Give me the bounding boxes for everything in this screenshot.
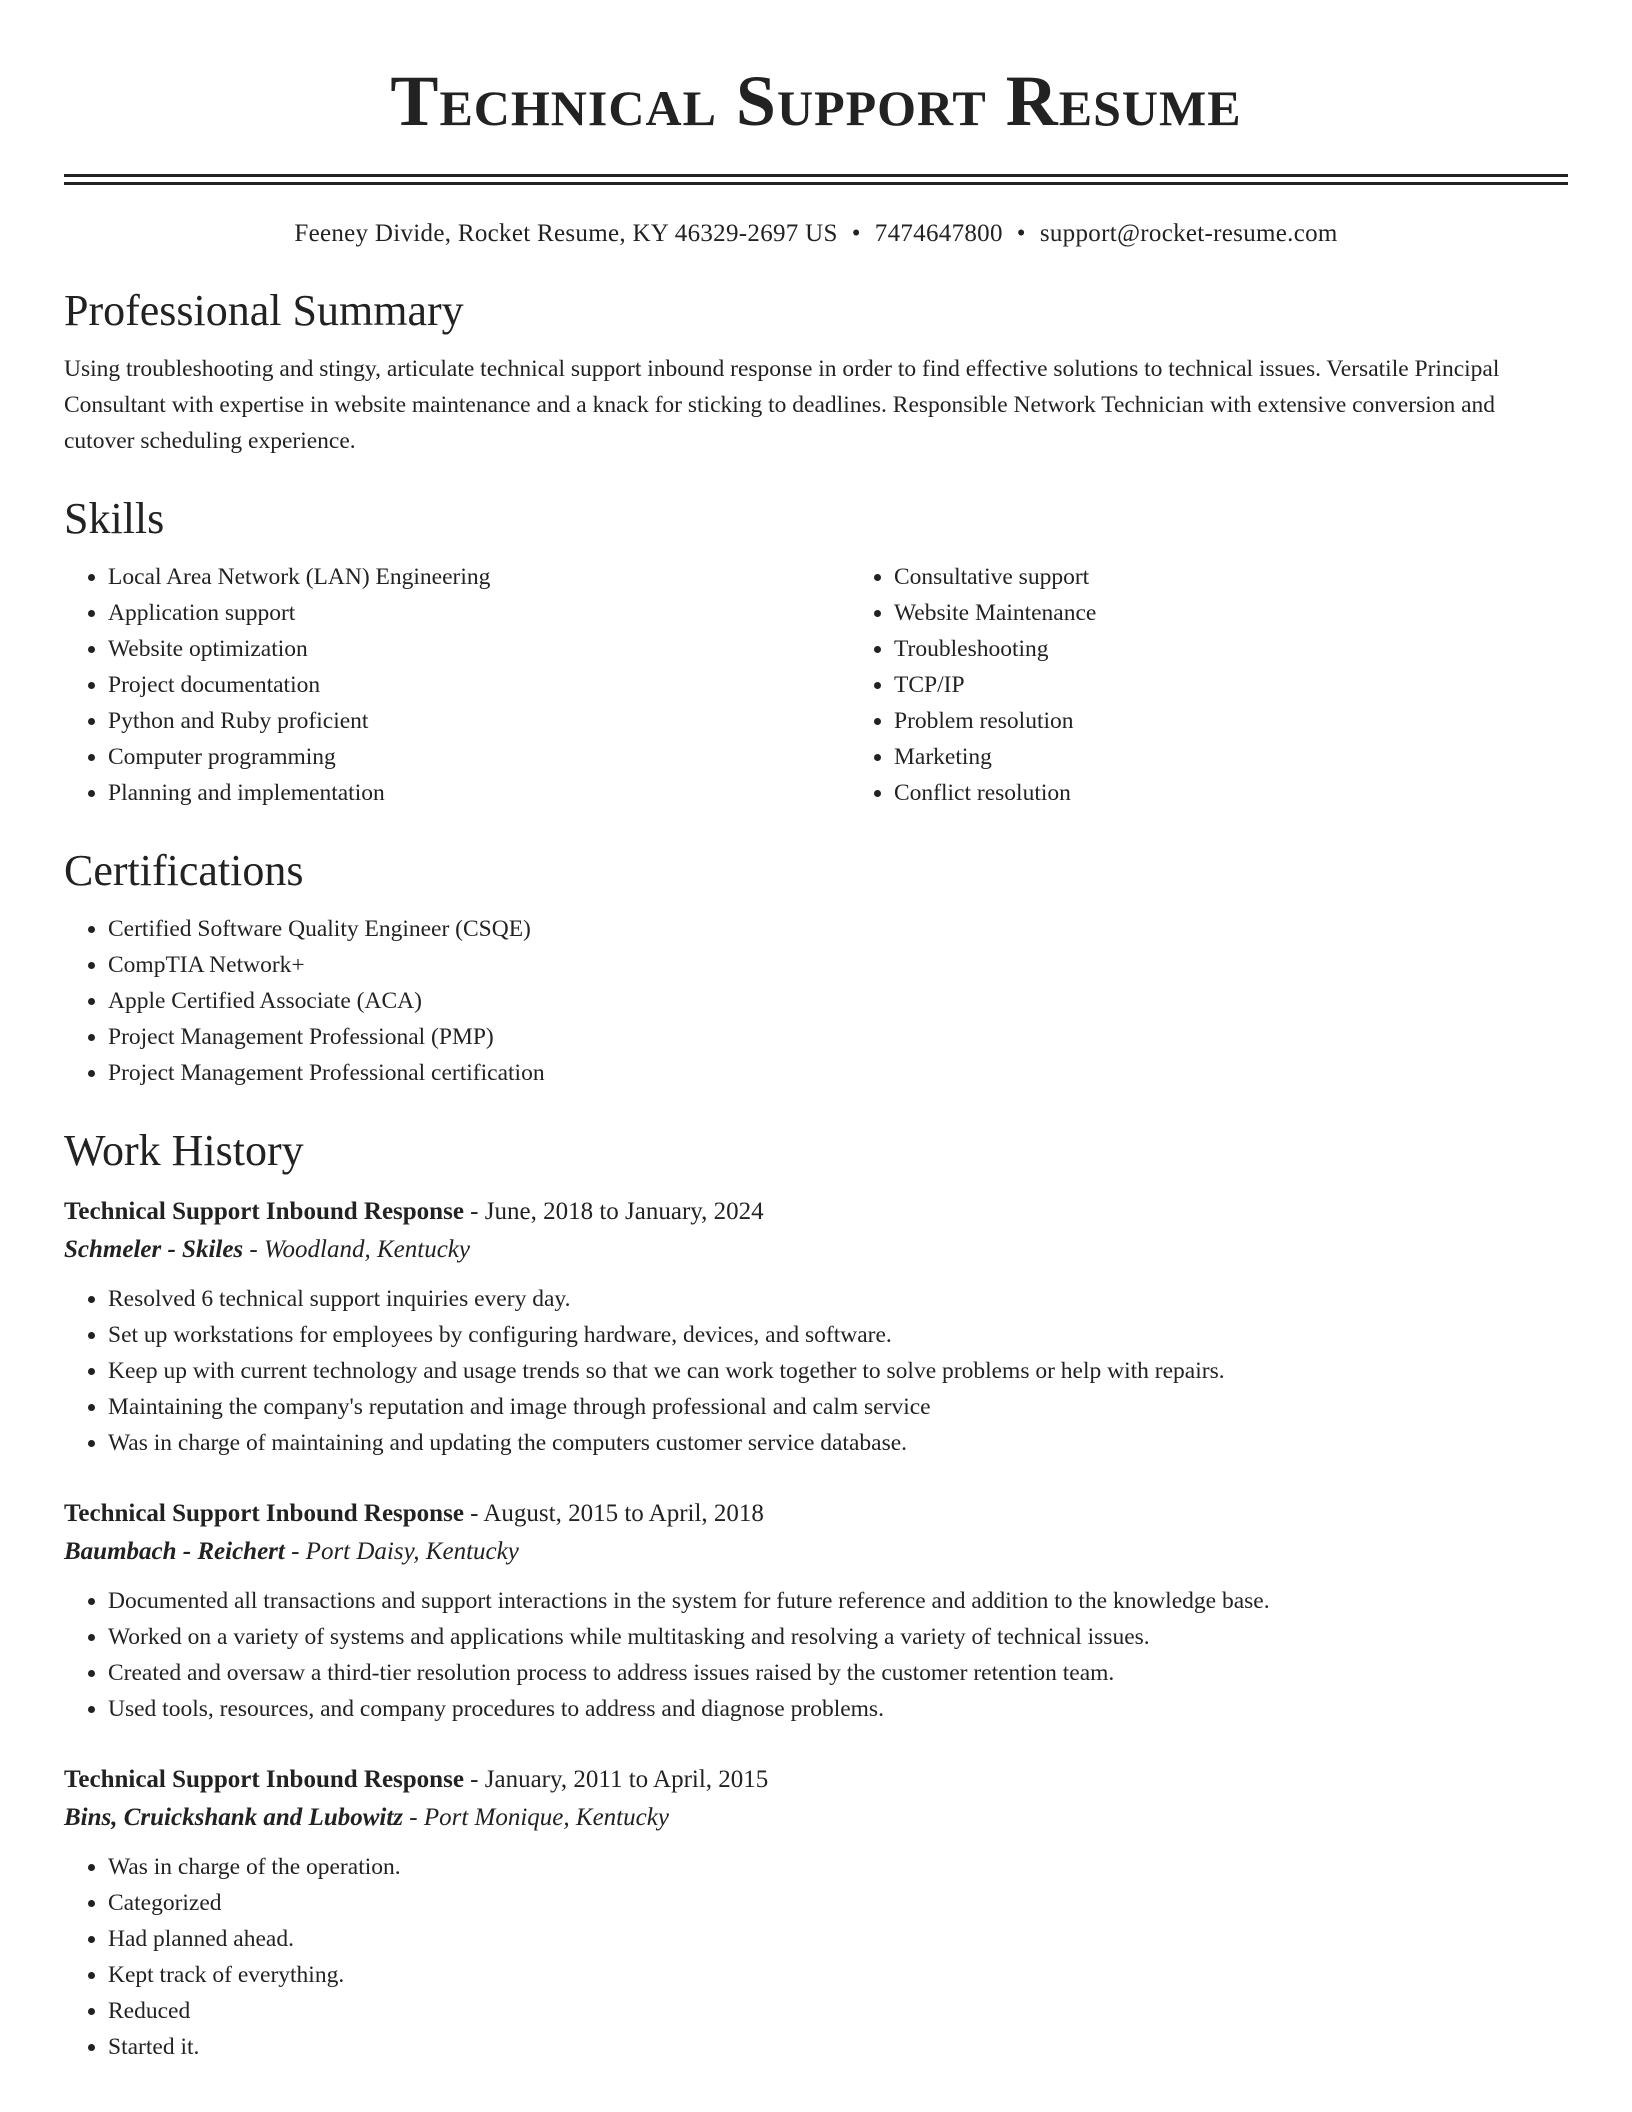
list-item: • Keep up with current technology and usage trends so that we can work together to solve problems or help with repairs.: [108, 1353, 1568, 1389]
list-item: • Project Management Professional certification: [108, 1055, 1568, 1091]
job-bullets: [64, 1281, 1568, 1461]
employer-location: - Woodland, Kentucky: [243, 1236, 470, 1263]
list-item: • TCP/IP: [894, 667, 1632, 703]
skills-list-left: [64, 559, 850, 811]
list-item: • Planning and implementation: [108, 775, 850, 811]
employer-location: - Port Daisy, Kentucky: [284, 1538, 519, 1565]
list-item: • Certified Software Quality Engineer (CSQE): [108, 911, 1568, 947]
list-item: • Documented all transactions and support interactions in the system for future reference and addition to the knowledge base.: [108, 1583, 1568, 1619]
list-item: • Website optimization: [108, 631, 850, 667]
list-item: • Created and oversaw a third-tier resolution process to address issues raised by the customer retention team.: [108, 1655, 1568, 1691]
list-item: • Website Maintenance: [894, 595, 1632, 631]
list-item: • Was in charge of maintaining and updating the computers customer service database.: [108, 1425, 1568, 1461]
list-item: • Problem resolution: [894, 703, 1632, 739]
list-item: • Python and Ruby proficient: [108, 703, 850, 739]
list-item: • Application support: [108, 595, 850, 631]
summary-heading: Professional Summary: [64, 286, 464, 335]
list-item: • Project Management Professional (PMP): [108, 1019, 1568, 1055]
job-title-line: [64, 1193, 1568, 1231]
certifications-heading: Certifications: [64, 846, 304, 895]
job-bullets: [64, 1849, 1568, 2065]
certifications-list: [64, 911, 1568, 1091]
job-dates: - January, 2011 to April, 2015: [463, 1766, 769, 1793]
list-item: • Started it.: [108, 2029, 1568, 2065]
title-divider: [64, 174, 1568, 185]
list-item: • Troubleshooting: [894, 631, 1632, 667]
job-title: Technical Support Inbound Response: [64, 1500, 464, 1527]
list-item: • Categorized: [108, 1885, 1568, 1921]
summary-text: Using troubleshooting and stingy, articulate technical support inbound response in order to find effective solutions to technical issues. Versatile Principal Consultant with expertise in website maintenance and a knack for sticking to deadlines. Responsible Network Technician with extensive conversion and cutover scheduling experience.: [64, 356, 1500, 454]
skills-list-right: [850, 559, 1632, 811]
skills-columns: [64, 547, 1568, 811]
list-item: • Local Area Network (LAN) Engineering: [108, 559, 850, 595]
contact-separator: •: [1016, 220, 1026, 247]
employer-name: Schmeler - Skiles: [64, 1236, 244, 1263]
work-history-heading: Work History: [64, 1126, 304, 1175]
employer-location: - Port Monique, Kentucky: [403, 1804, 669, 1831]
list-item: • Reduced: [108, 1993, 1568, 2029]
resume-title: Technical Support Resume: [390, 61, 1242, 141]
list-item: • Resolved 6 technical support inquiries every day.: [108, 1281, 1568, 1317]
list-item: • Project documentation: [108, 667, 850, 703]
list-item: • Worked on a variety of systems and applications while multitasking and resolving a variety of technical issues.: [108, 1619, 1568, 1655]
list-item: • Was in charge of the operation.: [108, 1849, 1568, 1885]
employer-line: [64, 1533, 1568, 1571]
contact-phone: 7474647800: [874, 220, 1003, 247]
job-entry: [64, 1495, 1568, 1727]
list-item: • Conflict resolution: [894, 775, 1632, 811]
list-item: • Maintaining the company's reputation and image through professional and calm service: [108, 1389, 1568, 1425]
job-bullets: [64, 1583, 1568, 1727]
job-entry: [64, 1761, 1568, 2065]
job-title-line: [64, 1761, 1568, 1799]
list-item: • Set up workstations for employees by configuring hardware, devices, and software.: [108, 1317, 1568, 1353]
list-item: • Marketing: [894, 739, 1632, 775]
job-dates: - June, 2018 to January, 2024: [463, 1198, 764, 1225]
job-entry: [64, 1193, 1568, 1461]
contact-separator: •: [851, 220, 861, 247]
list-item: • Had planned ahead.: [108, 1921, 1568, 1957]
list-item: • Consultative support: [894, 559, 1632, 595]
list-item: • Used tools, resources, and company procedures to address and diagnose problems.: [108, 1691, 1568, 1727]
contact-line: [64, 217, 1568, 251]
job-dates: - August, 2015 to April, 2018: [463, 1500, 764, 1527]
employer-line: [64, 1231, 1568, 1269]
list-item: • Computer programming: [108, 739, 850, 775]
employer-name: Baumbach - Reichert: [64, 1538, 285, 1565]
job-title: Technical Support Inbound Response: [64, 1766, 464, 1793]
job-title-line: [64, 1495, 1568, 1533]
employer-line: [64, 1799, 1568, 1837]
contact-address: Feeney Divide, Rocket Resume, KY 46329-2697 US: [294, 220, 838, 247]
list-item: • Apple Certified Associate (ACA): [108, 983, 1568, 1019]
contact-email: support@rocket-resume.com: [1039, 220, 1338, 247]
skills-heading: Skills: [64, 494, 165, 543]
employer-name: Bins, Cruickshank and Lubowitz: [64, 1804, 404, 1831]
job-title: Technical Support Inbound Response: [64, 1198, 464, 1225]
list-item: • CompTIA Network+: [108, 947, 1568, 983]
list-item: • Kept track of everything.: [108, 1957, 1568, 1993]
